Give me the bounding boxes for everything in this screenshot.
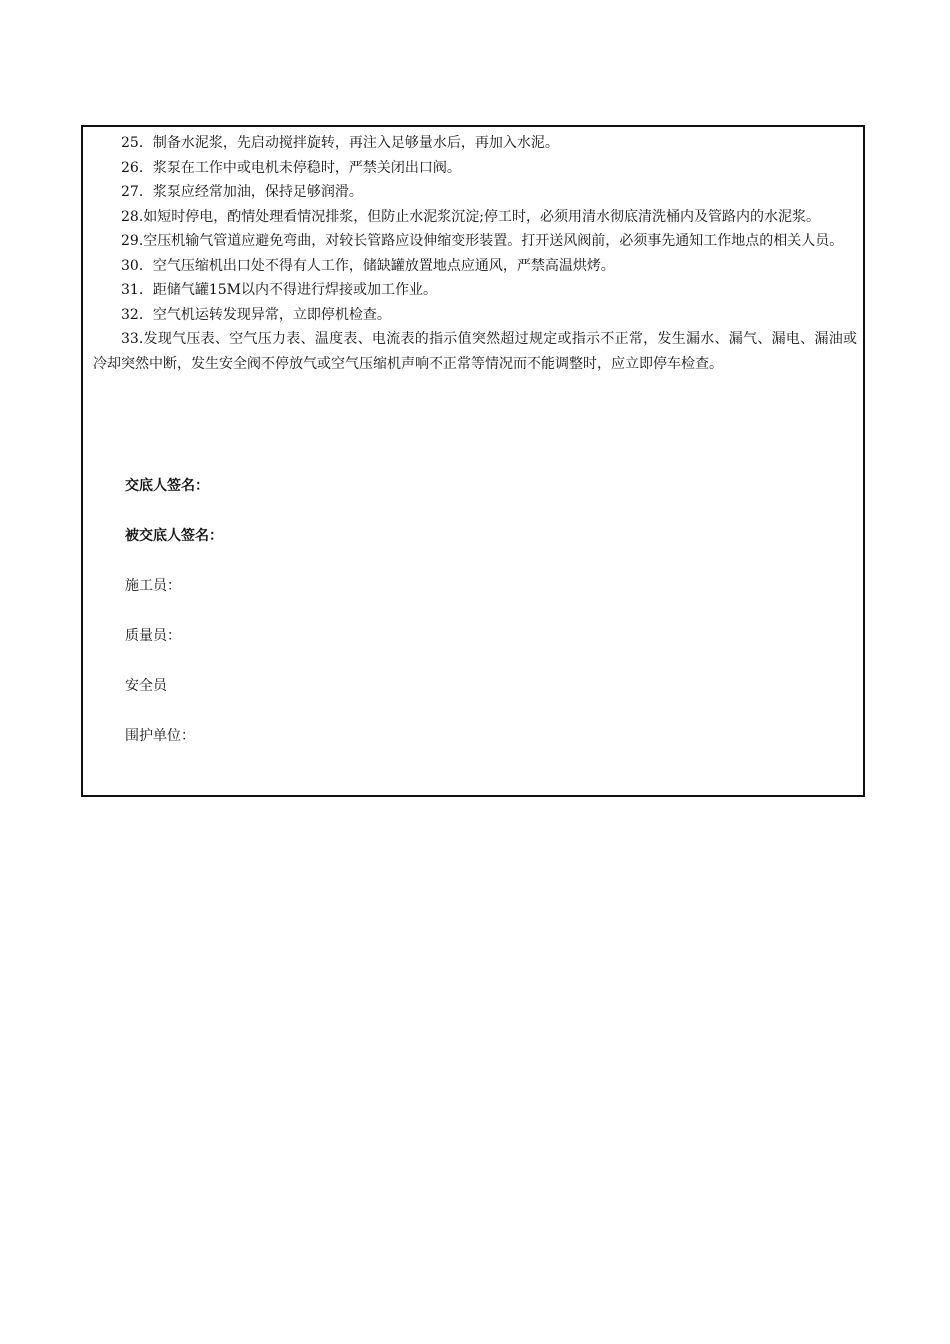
- clause-list: [93, 131, 857, 376]
- disclosure-document-box: [81, 125, 865, 797]
- clause-27: 27．浆泵应经常加油，保持足够润滑。: [121, 184, 363, 200]
- safety-officer-label: 安全员: [125, 678, 167, 694]
- clause-25: 25．制备水泥浆，先启动搅拌旋转，再注入足够量水后，再加入水泥。: [121, 135, 559, 151]
- clause-28: 28.如短时停电，酌情处理看情况排浆，但防止水泥浆沉淀;停工时，必须用清水彻底清洗桶内及管路内的水泥浆。: [121, 208, 820, 225]
- clause-33: 33.发现气压表、空气压力表、温度表、电流表的指示值突然超过规定或指示不正常，发生漏水、漏气、漏电、漏油或冷却突然中断，发生安全阀不停放气或空气压缩机声响不正常等情况而不能调整时，应立即停车检查。: [93, 331, 857, 372]
- discloser-signature-label: 交底人签名：: [125, 478, 209, 494]
- clause-26: 26．浆泵在工作中或电机未停稳时，严禁关闭出口阀。: [121, 159, 461, 176]
- constructor-label: 施工员：: [125, 578, 181, 594]
- clause-30: 30．空气压缩机出口处不得有人工作，储缺罐放置地点应通风，严禁高温烘烤。: [121, 257, 615, 274]
- clause-29: 29.空压机输气管道应避免弯曲，对较长管路应设伸缩变形装置。打开送风阀前，必须事先通知工作地点的相关人员。: [121, 233, 844, 249]
- clause-32: 32．空气机运转发现异常，立即停机检查。: [121, 306, 391, 323]
- fence-unit-label: 围护单位：: [125, 728, 195, 744]
- signature-section: [125, 477, 825, 777]
- clause-31: 31．距储气罐15M以内不得进行焊接或加工作业。: [121, 282, 437, 298]
- quality-inspector-label: 质量员：: [125, 628, 181, 644]
- recipient-signature-label: 被交底人签名：: [125, 528, 223, 544]
